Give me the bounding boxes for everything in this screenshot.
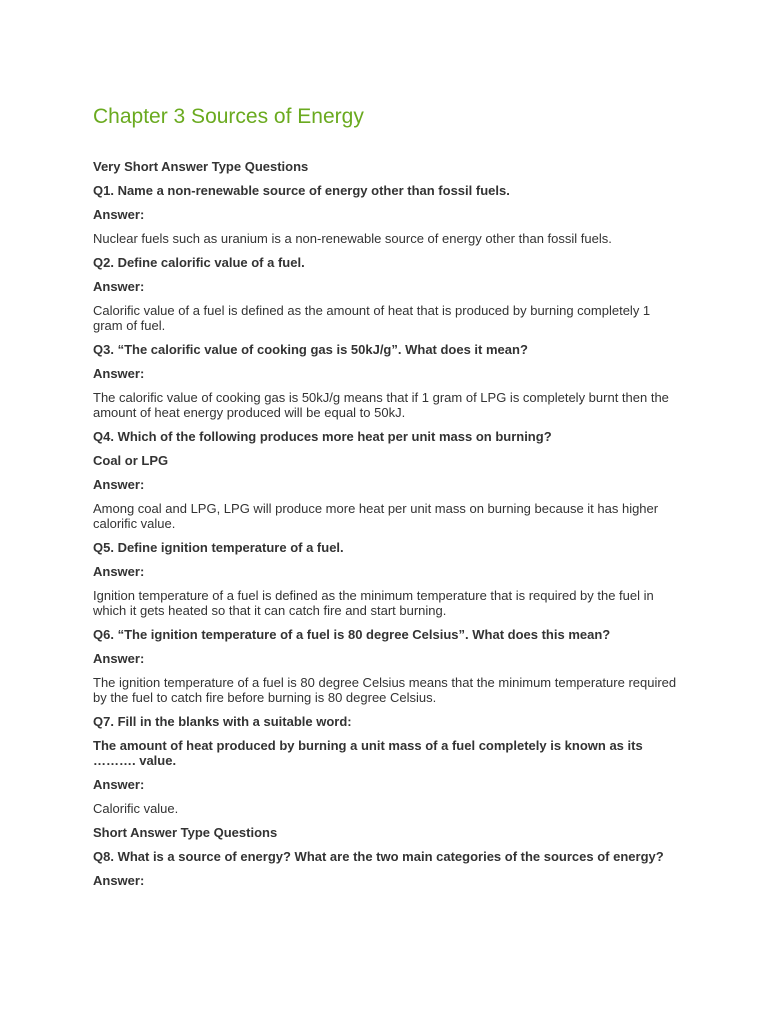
answer-label-2: Answer:	[93, 279, 145, 294]
question-4-options: Coal or LPG	[93, 453, 169, 468]
answer-label-4: Answer:	[93, 477, 145, 492]
answer-1: Nuclear fuels such as uranium is a non-renewable source of energy other than fossil fuels.	[93, 231, 612, 246]
question-7-statement: The amount of heat produced by burning a unit mass of a fuel completely is known as its ………. value.	[93, 738, 643, 768]
answer-4: Among coal and LPG, LPG will produce more heat per unit mass on burning because it has higher calorific value.	[93, 501, 659, 531]
section-heading-very-short: Very Short Answer Type Questions	[93, 159, 309, 174]
question-2: Q2. Define calorific value of a fuel.	[93, 255, 305, 270]
question-3: Q3. “The calorific value of cooking gas is 50kJ/g”. What does it mean?	[93, 342, 528, 357]
answer-label-7: Answer:	[93, 777, 145, 792]
answer-label-1: Answer:	[93, 207, 145, 222]
answer-label-8: Answer:	[93, 873, 145, 888]
question-6: Q6. “The ignition temperature of a fuel is 80 degree Celsius”. What does this mean?	[93, 627, 611, 642]
question-8: Q8. What is a source of energy? What are the two main categories of the sources of energy?	[93, 849, 664, 864]
answer-3: The calorific value of cooking gas is 50kJ/g means that if 1 gram of LPG is completely burnt then the amount of heat energy produced will be equal to 50kJ.	[93, 390, 669, 420]
answer-6: The ignition temperature of a fuel is 80 degree Celsius means that the minimum temperature required by the fuel to catch fire before burning is 80 degree Celsius.	[93, 675, 677, 705]
answer-label-3: Answer:	[93, 366, 145, 381]
document-body	[93, 159, 683, 897]
section-heading-short: Short Answer Type Questions	[93, 825, 278, 840]
answer-2: Calorific value of a fuel is defined as the amount of heat that is produced by burning completely 1 gram of fuel.	[93, 303, 651, 333]
answer-5: Ignition temperature of a fuel is defined as the minimum temperature that is required by the fuel in which it gets heated so that it can catch fire and start burning.	[93, 588, 654, 618]
page-title: Chapter 3 Sources of Energy	[93, 105, 364, 128]
question-7: Q7. Fill in the blanks with a suitable word:	[93, 714, 352, 729]
answer-label-5: Answer:	[93, 564, 145, 579]
question-1: Q1. Name a non-renewable source of energy other than fossil fuels.	[93, 183, 510, 198]
answer-label-6: Answer:	[93, 651, 145, 666]
answer-7: Calorific value.	[93, 801, 179, 816]
question-4: Q4. Which of the following produces more heat per unit mass on burning?	[93, 429, 552, 444]
question-5: Q5. Define ignition temperature of a fuel.	[93, 540, 344, 555]
